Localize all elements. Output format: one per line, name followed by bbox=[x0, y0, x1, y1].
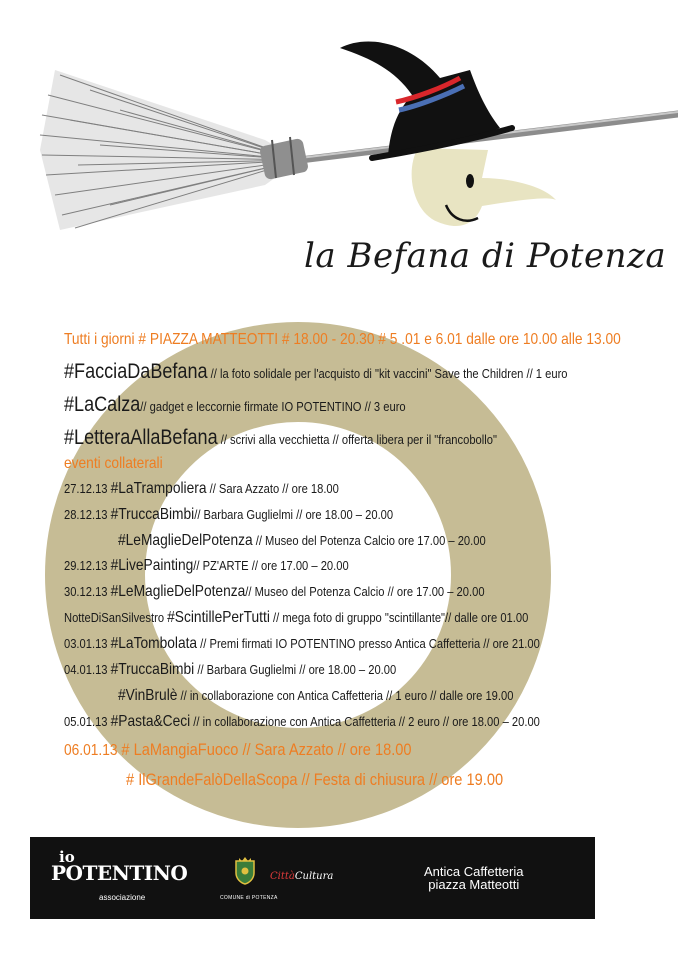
event-tag: #TruccaBimbi bbox=[110, 661, 195, 678]
highlight-event bbox=[64, 740, 412, 760]
event-detail: // mega foto di gruppo "scintillante"// dalle ore 01.00 bbox=[269, 610, 529, 625]
event-detail: // Museo del Potenza Calcio // ore 17.00 – 20.00 bbox=[245, 584, 485, 599]
event-tag: #LaTrampoliera bbox=[110, 480, 207, 497]
event-detail: // Barbara Guglielmi // ore 18.00 – 20.00 bbox=[194, 662, 397, 677]
event-tag: #LaCalza bbox=[64, 393, 141, 416]
potentino-wordmark: POTENTINO bbox=[51, 861, 188, 885]
event-detail: // in collaborazione con Antica Caffetteria // 1 euro // dalle ore 19.00 bbox=[177, 688, 514, 703]
crest-icon bbox=[234, 857, 256, 885]
event-tag: # LaMangiaFuoco bbox=[121, 740, 239, 759]
event-date: 05.01.13 bbox=[64, 714, 111, 729]
event-date: 30.12.13 bbox=[64, 584, 111, 599]
event-tag: #LeMaglieDelPotenza bbox=[118, 532, 253, 549]
schedule-item bbox=[64, 480, 339, 498]
schedule-item bbox=[64, 506, 393, 524]
event-detail: // gadget e leccornie firmate IO POTENTINO // 3 euro bbox=[140, 399, 406, 414]
citta-cultura-logo bbox=[270, 871, 333, 882]
poster-title: la Befana di Potenza bbox=[304, 236, 667, 276]
daily-schedule-line: Tutti i giorni # PIAZZA MATTEOTTI # 18.00 - 20.30 # 5 .01 e 6.01 dalle ore 10.00 alle 13.00 bbox=[64, 331, 621, 348]
event-tag: #FacciaDaBefana bbox=[64, 360, 208, 383]
collateral-heading: eventi collaterali bbox=[64, 455, 163, 472]
schedule-item bbox=[64, 583, 485, 601]
event-tag: #LaTombolata bbox=[110, 635, 198, 652]
schedule-item bbox=[118, 687, 513, 705]
io-potentino-logo bbox=[51, 848, 188, 909]
associazione-label: associazione bbox=[99, 893, 146, 902]
event-tag: #ScintillePerTutti bbox=[167, 609, 270, 626]
event-date: 27.12.13 bbox=[64, 481, 111, 496]
caffe-name: Antica Caffetteria bbox=[424, 864, 524, 879]
event-detail: // in collaborazione con Antica Caffetteria // 2 euro // ore 18.00 – 20.00 bbox=[190, 714, 540, 729]
witch-face-icon bbox=[412, 148, 556, 226]
event-tag: # IlGrandeFalòDellaScopa bbox=[126, 770, 298, 789]
event-tag: #LeMaglieDelPotenza bbox=[110, 583, 246, 600]
event-detail: // Premi firmati IO POTENTINO presso Antica Caffetteria // ore 21.00 bbox=[197, 636, 540, 651]
event-detail: // la foto solidale per l'acquisto di "kit vaccini" Save the Children // 1 euro bbox=[207, 366, 568, 381]
event-detail: // Museo del Potenza Calcio ore 17.00 – 20.00 bbox=[252, 533, 486, 548]
comune-potenza-logo bbox=[220, 851, 360, 911]
io-mark: io bbox=[59, 848, 75, 866]
schedule-item bbox=[64, 713, 540, 731]
event-date: NotteDiSanSilvestro bbox=[64, 610, 168, 625]
event-tag: #LivePainting bbox=[110, 557, 194, 574]
event-date: 28.12.13 bbox=[64, 507, 111, 522]
comune-label: COMUNE di POTENZA bbox=[220, 895, 278, 901]
schedule-item bbox=[64, 609, 528, 627]
event-date: 03.01.13 bbox=[64, 636, 111, 651]
cultura-word: Cultura bbox=[294, 871, 334, 882]
event-date: 06.01.13 bbox=[64, 742, 122, 759]
caffe-address: piazza Matteotti bbox=[428, 877, 520, 892]
event-detail: // scrivi alla vecchietta // offerta libera per il "francobollo" bbox=[217, 432, 497, 447]
event-tag: #Pasta&Ceci bbox=[110, 713, 191, 730]
event-tag: #VinBrulè bbox=[118, 687, 178, 704]
citta-word: Città bbox=[270, 871, 295, 882]
schedule-item bbox=[64, 661, 396, 679]
event-tag: #LetteraAllaBefana bbox=[64, 426, 218, 449]
event-detail: // PZ'ARTE // ore 17.00 – 20.00 bbox=[193, 558, 349, 573]
schedule-item bbox=[118, 532, 486, 550]
event-detail: // Sara Azzato // ore 18.00 bbox=[238, 740, 412, 759]
main-event bbox=[64, 393, 406, 417]
main-event bbox=[64, 426, 497, 450]
event-tag: #TruccaBimbi bbox=[110, 506, 195, 523]
event-detail: // Festa di chiusura // ore 19.00 bbox=[297, 770, 504, 789]
event-detail: // Barbara Guglielmi // ore 18.00 – 20.00 bbox=[194, 507, 394, 522]
highlight-event bbox=[126, 770, 503, 790]
broom-icon bbox=[40, 70, 678, 230]
main-event bbox=[64, 360, 568, 384]
event-date: 29.12.13 bbox=[64, 558, 111, 573]
schedule-item bbox=[64, 557, 349, 575]
sponsor-footer bbox=[30, 837, 595, 919]
antica-caffetteria-logo bbox=[424, 865, 523, 891]
event-detail: // Sara Azzato // ore 18.00 bbox=[206, 481, 339, 496]
event-date: 04.01.13 bbox=[64, 662, 111, 677]
schedule-item bbox=[64, 635, 540, 653]
